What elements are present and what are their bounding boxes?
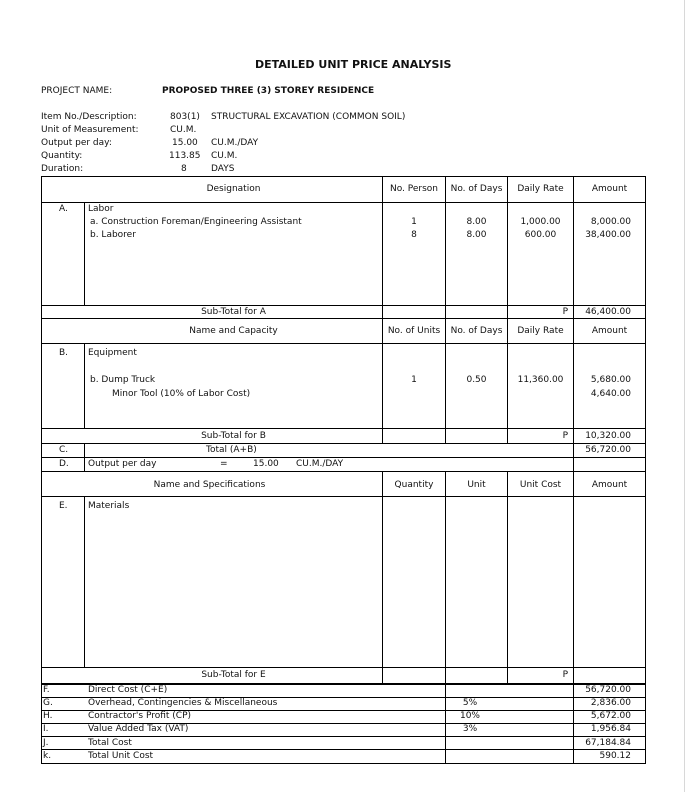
duration-value: 8 [181, 164, 187, 174]
materials-header-unit: Unit [467, 480, 486, 490]
labor-row-days: 8.00 [466, 230, 487, 240]
section-d-eq: = [220, 459, 228, 469]
equipment-subtotal-currency: P [562, 431, 568, 441]
materials-title: Materials [88, 501, 130, 511]
materials-subtotal-currency: P [562, 670, 568, 680]
summary-amount: 67,184.84 [585, 738, 631, 748]
summary-letter: G. [43, 698, 53, 708]
summary-letter: H. [43, 711, 53, 721]
equipment-letter: B. [59, 348, 69, 358]
labor-header-amount: Amount [591, 184, 628, 194]
labor-row-desc: a. Construction Foreman/Engineering Assistant [90, 217, 302, 227]
labor-subtotal-currency: P [562, 307, 568, 317]
summary-amount: 1,956.84 [590, 724, 631, 734]
item-label: Item No./Description: [41, 112, 137, 122]
unit-label: Unit of Measurement: [41, 125, 139, 135]
equipment-row-amount: 5,680.00 [590, 375, 631, 385]
summary-letter: F. [43, 685, 50, 695]
labor-header-persons: No. Person [389, 184, 439, 194]
output-label: Output per day: [41, 138, 112, 148]
equipment-row-desc: b. Dump Truck [90, 375, 156, 385]
labor-row-rate: 1,000.00 [520, 217, 561, 227]
unit-value: CU.M. [170, 125, 197, 135]
summary-pct: 10% [459, 711, 480, 721]
labor-row-persons: 8 [411, 230, 417, 240]
equipment-row-rate: 11,360.00 [517, 375, 564, 385]
materials-header-quantity: Quantity [394, 480, 434, 490]
labor-letter: A. [59, 204, 68, 214]
summary-amount: 2,836.00 [590, 698, 631, 708]
labor-row-rate: 600.00 [524, 230, 557, 240]
equipment-row-amount: 4,640.00 [590, 389, 631, 399]
equipment-row-units: 1 [411, 375, 417, 385]
summary-label: Overhead, Contingencies & Miscellaneous [88, 698, 278, 708]
materials-header-unit-cost: Unit Cost [519, 480, 562, 490]
labor-subtotal-label: Sub-Total for A [201, 307, 266, 317]
equipment-header-rate: Daily Rate [517, 326, 564, 336]
labor-header-days: No. of Days [450, 184, 503, 194]
labor-row-persons: 1 [411, 217, 417, 227]
project-value: PROPOSED THREE (3) STOREY RESIDENCE [162, 86, 375, 96]
section-d-letter: D. [59, 459, 69, 469]
materials-header-amount: Amount [591, 480, 628, 490]
duration-label: Duration: [41, 164, 84, 174]
summary-pct: 5% [462, 698, 478, 708]
summary-amount: 590.12 [599, 751, 631, 761]
materials-subtotal-label: Sub-Total for E [201, 670, 266, 680]
quantity-unit: CU.M. [211, 151, 238, 161]
duration-unit: DAYS [211, 164, 235, 174]
labor-row-amount: 38,400.00 [585, 230, 631, 240]
summary-letter: k. [43, 751, 52, 761]
equipment-title: Equipment [88, 348, 137, 358]
output-unit: CU.M./DAY [211, 138, 259, 148]
quantity-label: Quantity: [41, 151, 83, 161]
equipment-subtotal-label: Sub-Total for B [201, 431, 266, 441]
item-desc: STRUCTURAL EXCAVATION (COMMON SOIL) [211, 112, 406, 122]
item-no: 803(1) [170, 112, 200, 122]
summary-letter: I. [43, 724, 49, 734]
section-c-amount: 56,720.00 [585, 445, 631, 455]
labor-title: Labor [88, 204, 114, 214]
summary-pct: 3% [462, 724, 478, 734]
equipment-header-name: Name and Capacity [189, 326, 278, 336]
materials-letter: E. [59, 501, 68, 511]
summary-label: Contractor's Profit (CP) [88, 711, 192, 721]
summary-label: Value Added Tax (VAT) [88, 724, 189, 734]
summary-label: Direct Cost (C+E) [88, 685, 168, 695]
section-c-letter: C. [59, 445, 69, 455]
section-d-unit: CU.M./DAY [296, 459, 344, 469]
equipment-header-amount: Amount [591, 326, 628, 336]
labor-row-days: 8.00 [466, 217, 487, 227]
summary-amount: 56,720.00 [585, 685, 631, 695]
equipment-subtotal-amount: 10,320.00 [585, 431, 631, 441]
equipment-row-desc: Minor Tool (10% of Labor Cost) [112, 389, 251, 399]
section-c-label: Total (A+B) [206, 445, 257, 455]
summary-label: Total Cost [88, 738, 132, 748]
labor-row-amount: 8,000.00 [590, 217, 631, 227]
summary-letter: J. [43, 738, 49, 748]
labor-header-designation: Designation [206, 184, 261, 194]
summary-label: Total Unit Cost [88, 751, 154, 761]
labor-row-desc: b. Laborer [90, 230, 136, 240]
labor-header-rate: Daily Rate [517, 184, 564, 194]
output-value: 15.00 [172, 138, 198, 148]
materials-header-name: Name and Specifications [153, 480, 266, 490]
equipment-header-days: No. of Days [450, 326, 503, 336]
section-d-label: Output per day [88, 459, 157, 469]
project-label: PROJECT NAME: [41, 86, 113, 96]
labor-subtotal-amount: 46,400.00 [585, 307, 631, 317]
document-title: DETAILED UNIT PRICE ANALYSIS [255, 58, 452, 71]
quantity-value: 113.85 [169, 151, 201, 161]
summary-amount: 5,672.00 [590, 711, 631, 721]
section-d-value: 15.00 [253, 459, 279, 469]
equipment-row-days: 0.50 [466, 375, 487, 385]
equipment-header-units: No. of Units [387, 326, 441, 336]
